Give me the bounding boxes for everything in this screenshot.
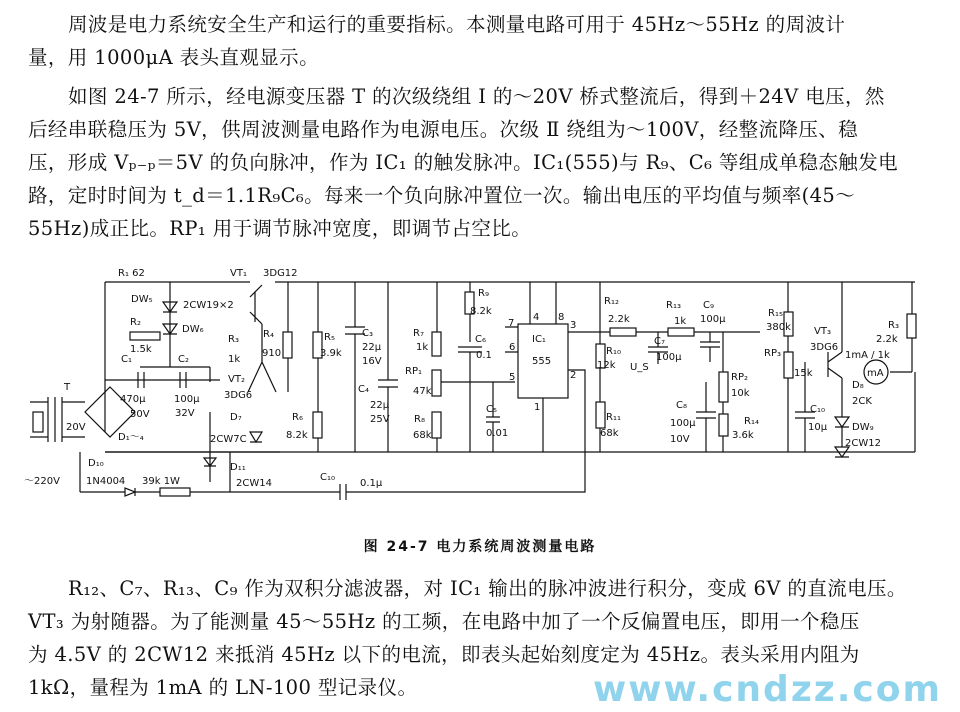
label-pin8: 8 — [558, 312, 565, 323]
label-C8-value: 100μ — [670, 418, 696, 429]
label-C4-value: 22μ — [370, 400, 390, 411]
label-R14: R₁₄ — [744, 416, 759, 427]
text-line: R₁₂、C₇、R₁₃、C₉ 作为双积分滤波器，对 IC₁ 输出的脉冲波进行积分，变成 6V 的直流电压。 — [68, 577, 907, 600]
label-R13-value: 1k — [674, 316, 687, 327]
label-meter-symbol: mA — [867, 368, 884, 379]
label-C5-value: 0.01 — [486, 428, 509, 439]
label-pin7: 7 — [508, 318, 515, 329]
text-line: 量，用 1000μA 表头直观显示。 — [28, 46, 319, 69]
label-meter: 1mA / 1k — [845, 350, 890, 361]
label-R14-value: 3.6k — [732, 430, 754, 441]
label-R9: R₉ — [478, 288, 489, 299]
label-R8-value: 68k — [413, 430, 432, 441]
label-R7-value: 1k — [416, 342, 429, 353]
label-R4: R₄ — [263, 329, 274, 340]
text-line: VT₃ 为射随器。为了能测量 45～55Hz 的工频，在电路中加了一个反偏置电压，即用一个稳压 — [28, 610, 860, 633]
label-VT1-part: 3DG12 — [263, 268, 298, 279]
label-VT3-part: 3DG6 — [810, 342, 839, 353]
label-R9-value: 8.2k — [470, 306, 492, 317]
label-T-voltage: 20V — [66, 422, 86, 433]
text-line: 1kΩ，量程为 1mA 的 LN-100 型记录仪。 — [28, 676, 418, 699]
label-VT1: VT₁ — [230, 268, 247, 279]
label-C1-voltage: 50V — [130, 409, 150, 420]
label-R10-value: 12k — [597, 360, 616, 371]
label-R3a: R₃ — [228, 334, 239, 345]
paragraph-intro — [28, 8, 932, 74]
label-D7-part: 2CW7C — [210, 434, 247, 445]
label-RP1: RP₁ — [405, 366, 422, 377]
label-series-resistor: 39k 1W — [142, 476, 180, 487]
figure-caption: 图 24-7 电力系统周波测量电路 — [363, 539, 597, 555]
label-R3b-value: 2.2k — [876, 334, 898, 345]
label-T: T — [64, 382, 71, 393]
label-R2: R₂ — [130, 317, 141, 328]
label-R3b: R₃ — [888, 320, 899, 331]
text-line: 路，定时时间为 t_d＝1.1R₉C₆。每来一个负向脉冲置位一次。输出电压的平均值与频率(45～ — [28, 184, 856, 207]
label-C1-value: 470μ — [120, 394, 146, 405]
label-pin6: 6 — [509, 342, 516, 353]
label-C2-voltage: 32V — [175, 408, 195, 419]
label-DW5: DW₅ — [131, 294, 153, 305]
label-RP1-value: 47k — [413, 386, 432, 397]
label-D11: D₁₁ — [230, 462, 246, 473]
label-D11-part: 2CW14 — [236, 478, 272, 489]
label-C10a-value: 10μ — [808, 422, 828, 433]
label-C8: C₈ — [676, 400, 687, 411]
label-C3-voltage: 16V — [362, 356, 382, 367]
label-C10b-value: 0.1μ — [360, 478, 383, 489]
label-C2: C₂ — [178, 354, 189, 365]
text-line: 55Hz)成正比。RP₁ 用于调节脉冲宽度，即调节占空比。 — [28, 217, 532, 240]
label-pin4: 4 — [533, 312, 540, 323]
paragraph-description — [28, 80, 932, 245]
text-line: 周波是电力系统安全生产和运行的重要指标。本测量电路可用于 45Hz～55Hz 的周波计 — [68, 13, 846, 36]
label-D8-part: 2CK — [852, 396, 872, 407]
text-line: 压，形成 Vₚ₋ₚ＝5V 的负向脉冲，作为 IC₁ 的触发脉冲。IC₁(555)与 R₉、C₆ 等组成单稳态触发电 — [28, 151, 899, 174]
label-C4-voltage: 25V — [370, 414, 390, 425]
site-watermark: www.cndzz.com — [592, 669, 942, 710]
circuit-schematic — [0, 252, 960, 532]
label-DW6: DW₆ — [182, 324, 204, 335]
label-C7: C₇ — [654, 336, 665, 347]
label-R11-value: 68k — [600, 428, 619, 439]
text-line: 为 4.5V 的 2CW12 来抵消 45Hz 以下的电流，即表头起始刻度定为 45Hz。表头采用内阻为 — [28, 643, 860, 666]
label-R4-value: 910 — [262, 348, 282, 359]
label-mains: ～220V — [24, 476, 60, 487]
label-C9-value: 100μ — [700, 314, 726, 325]
label-pin2: 2 — [570, 370, 577, 381]
label-pin1: 1 — [534, 402, 541, 413]
label-D10: D₁₀ — [88, 458, 104, 469]
label-Us: U_S — [630, 362, 649, 373]
label-C6-value: 0.1 — [476, 350, 492, 361]
label-R11: R₁₁ — [606, 412, 621, 423]
label-R1: R₁ 62 — [118, 268, 145, 279]
label-R6-value: 8.2k — [286, 430, 308, 441]
label-C6: C₆ — [475, 334, 486, 345]
label-D8: D₈ — [852, 380, 864, 391]
label-R5-value: 3.9k — [320, 348, 342, 359]
label-R3a-value: 1k — [228, 354, 241, 365]
label-RP2-value: 10k — [731, 388, 750, 399]
label-R10: R₁₀ — [606, 346, 621, 357]
label-R15: R₁₅ — [768, 308, 783, 319]
label-C1: C₁ — [121, 354, 132, 365]
label-C7-value: 100μ — [656, 352, 682, 363]
label-D7: D₇ — [230, 412, 242, 423]
label-pin5: 5 — [509, 372, 516, 383]
label-bridge: D₁～₄ — [118, 432, 144, 443]
label-R5: R₅ — [324, 332, 335, 343]
label-RP3-value: 15k — [794, 368, 813, 379]
text-line: 后经串联稳压为 5V，供周波测量电路作为电源电压。次级 Ⅱ 绕组为～100V，经整流降压、稳 — [28, 118, 859, 141]
label-C5: C₅ — [486, 404, 497, 415]
label-C4: C₄ — [358, 384, 369, 395]
label-VT2: VT₂ — [228, 374, 245, 385]
label-R12: R₁₂ — [604, 296, 619, 307]
label-R7: R₇ — [413, 328, 424, 339]
text-line: 如图 24-7 所示，经电源变压器 T 的次级绕组 Ⅰ 的～20V 桥式整流后，得到＋24V 电压，然 — [68, 85, 885, 108]
label-RP3: RP₃ — [764, 348, 781, 359]
label-D10-part: 1N4004 — [86, 476, 126, 487]
label-R6: R₆ — [292, 412, 303, 423]
label-R8: R₈ — [414, 414, 425, 425]
label-C3-value: 22μ — [362, 342, 382, 353]
label-VT3: VT₃ — [814, 326, 831, 337]
label-VT2-part: 3DG6 — [224, 390, 253, 401]
label-DW9-part: 2CW12 — [845, 438, 881, 449]
label-C9: C₉ — [703, 300, 714, 311]
label-C2-value: 100μ — [174, 394, 200, 405]
label-C3: C₃ — [362, 328, 373, 339]
label-R15-value: 380k — [766, 322, 791, 333]
label-IC1-part: 555 — [532, 356, 552, 367]
label-C10b: C₁₀ — [320, 472, 335, 483]
label-R2-value: 1.5k — [130, 344, 152, 355]
label-DW5-part: 2CW19×2 — [183, 300, 234, 311]
label-R12-value: 2.2k — [608, 314, 630, 325]
label-C10a: C₁₀ — [810, 404, 825, 415]
label-RP2: RP₂ — [731, 372, 748, 383]
label-C8-voltage: 10V — [670, 434, 690, 445]
label-pin3: 3 — [570, 320, 577, 331]
label-R13: R₁₃ — [666, 300, 681, 311]
label-DW9: DW₉ — [852, 422, 874, 433]
label-IC1: IC₁ — [532, 334, 546, 345]
